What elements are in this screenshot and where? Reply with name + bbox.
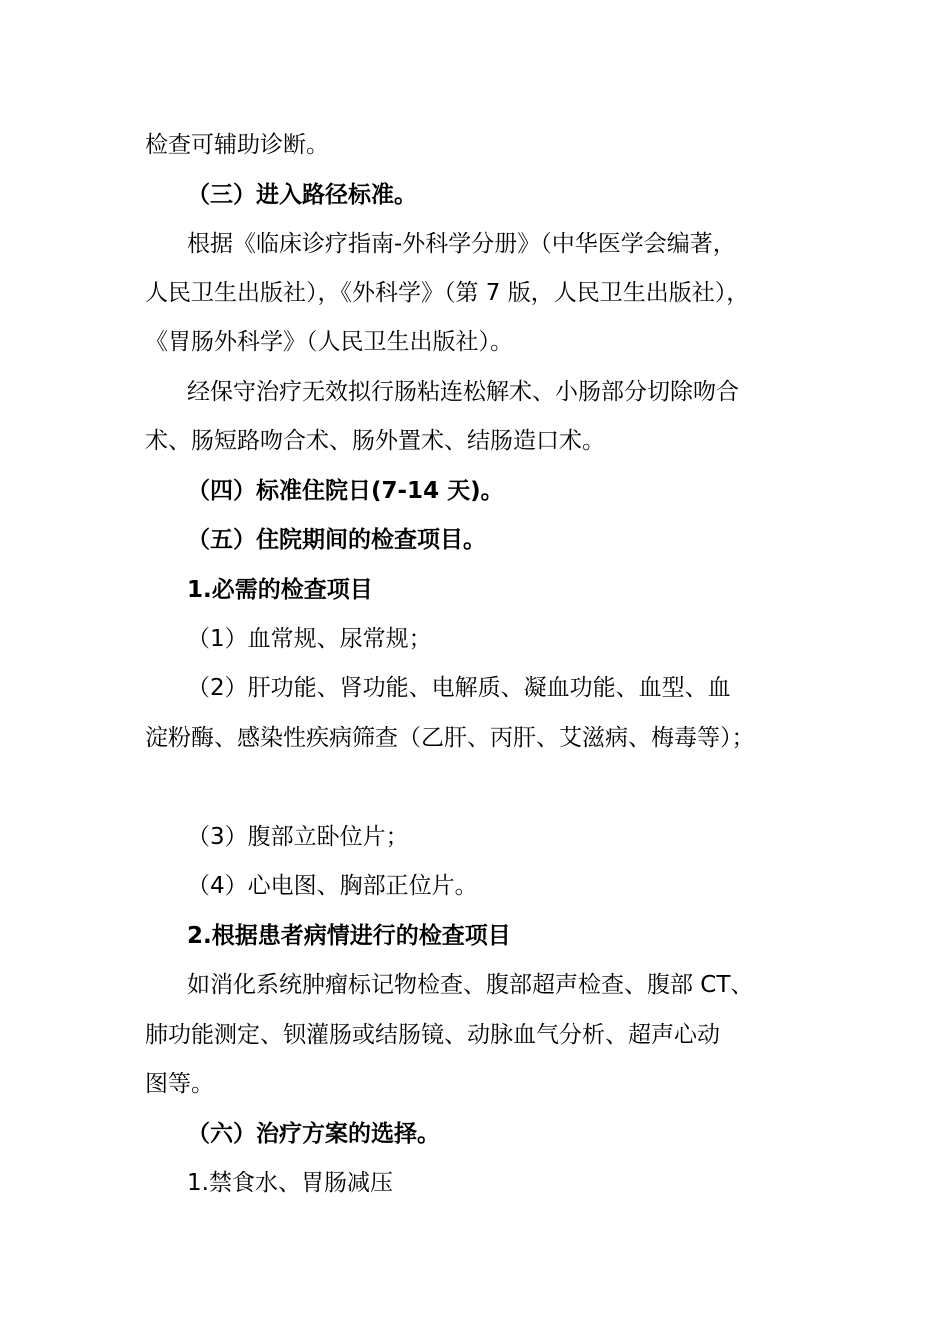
- list-item: （4）心电图、胸部正位片。: [187, 873, 478, 899]
- section-heading-3: （三）进入路径标准。: [187, 182, 417, 208]
- section-heading-4: （四）标准住院日(7-14 天)。: [187, 478, 504, 504]
- paragraph-line: 肺功能测定、钡灌肠或结肠镜、动脉血气分析、超声心动: [145, 1022, 720, 1048]
- paragraph-line: 人民卫生出版社），《外科学》（第 7 版，人民卫生出版社），: [145, 280, 750, 306]
- list-item: （1）血常规、尿常规；: [187, 626, 432, 652]
- list-item: （3）腹部立卧位片；: [187, 824, 409, 850]
- list-item: 1.禁食水、胃肠减压: [187, 1170, 393, 1196]
- section-heading-6: （六）治疗方案的选择。: [187, 1121, 440, 1147]
- paragraph-line: 检查可辅助诊断。: [145, 132, 329, 158]
- paragraph-line: 经保守治疗无效拟行肠粘连松解术、小肠部分切除吻合: [187, 379, 739, 405]
- paragraph-line: 图等。: [145, 1071, 214, 1097]
- list-item: （2）肝功能、肾功能、电解质、凝血功能、血型、血: [187, 675, 731, 701]
- subheading-optional-tests: 2.根据患者病情进行的检查项目: [187, 923, 511, 949]
- paragraph-line: 如消化系统肿瘤标记物检查、腹部超声检查、腹部 CT、: [187, 972, 754, 998]
- section-heading-5: （五）住院期间的检查项目。: [187, 527, 486, 553]
- paragraph-line: 《胃肠外科学》（人民卫生出版社）。: [145, 329, 513, 355]
- subheading-required-tests: 1.必需的检查项目: [187, 577, 373, 603]
- paragraph-line: 淀粉酶、感染性疾病筛查（乙肝、丙肝、艾滋病、梅毒等）；: [145, 725, 755, 751]
- paragraph-line: 术、肠短路吻合术、肠外置术、结肠造口术。: [145, 428, 605, 454]
- paragraph-line: 根据《临床诊疗指南-外科学分册》（中华医学会编著，: [187, 231, 736, 257]
